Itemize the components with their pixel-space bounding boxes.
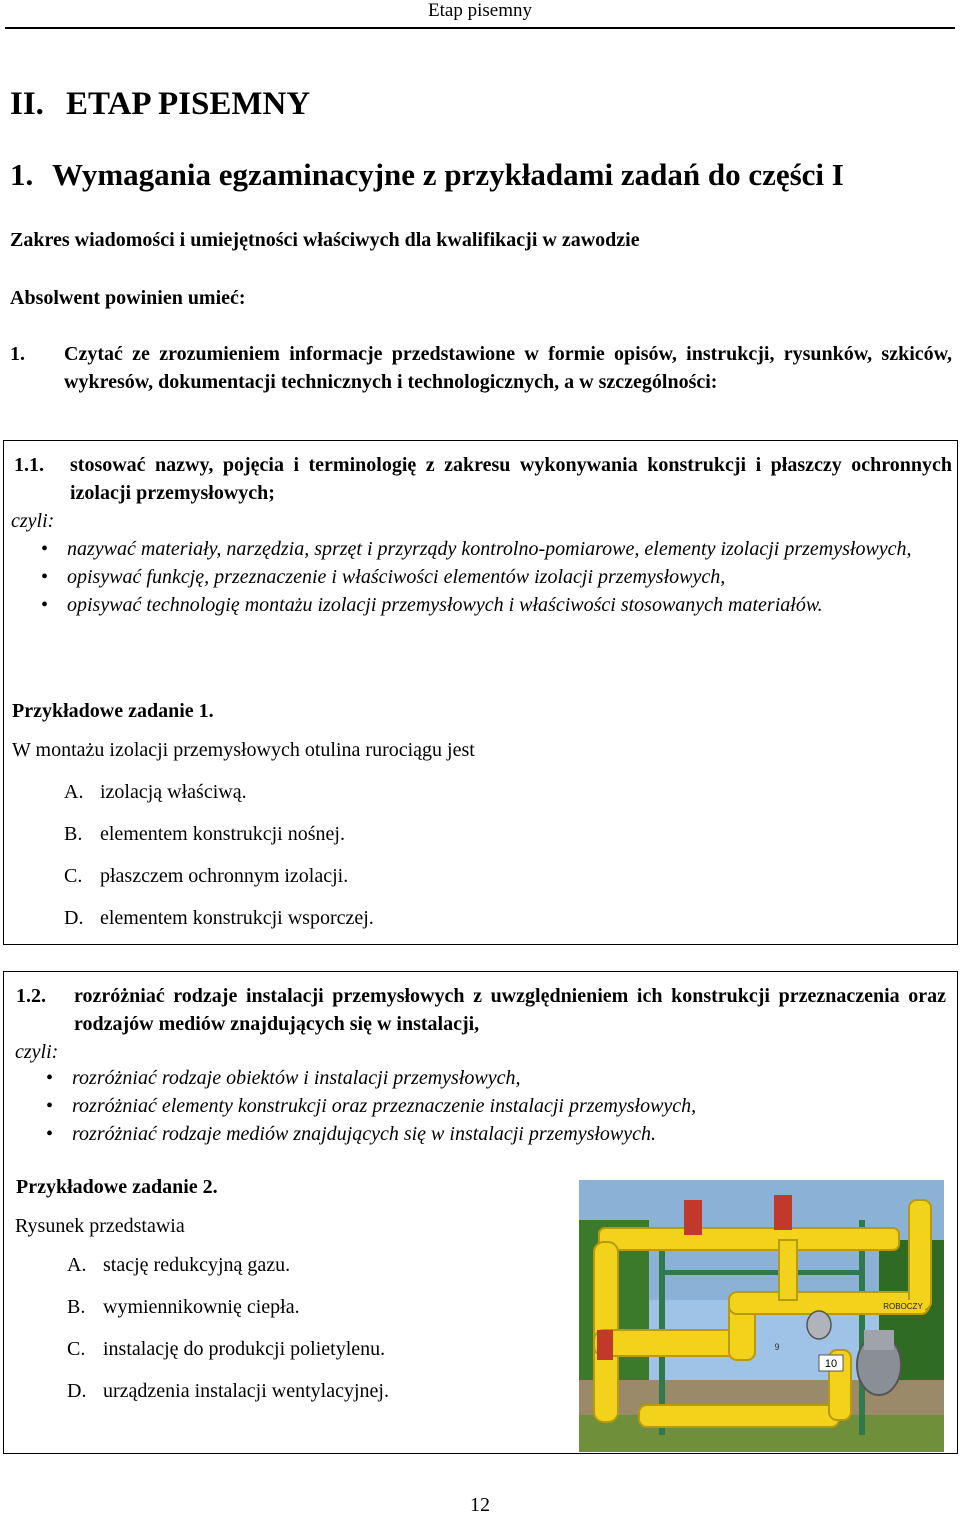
subsection-heading: [10, 155, 844, 195]
box1-heading: [14, 451, 952, 507]
task-1-title: Przykładowe zadanie 1.: [12, 700, 214, 722]
section-title: ETAP PISEMNY: [66, 86, 311, 122]
box2-czyli: czyli:: [15, 1041, 59, 1063]
option-d: D. elementem konstrukcji wsporczej.: [64, 907, 374, 929]
graduate-line: Absolwent powinien umieć:: [10, 287, 246, 309]
list-item: • opisywać technologię montażu izolacji przemysłowych i właściwości stosowanych materiałów.: [41, 594, 823, 616]
box1-number: 1.1.: [14, 454, 44, 476]
list-item: • opisywać funkcję, przeznaczenie i właściwości elementów izolacji przemysłowych,: [41, 566, 726, 588]
subsection-title: Wymagania egzaminacyjne z przykładami zadań do części I: [52, 157, 844, 192]
box2-number: 1.2.: [16, 985, 46, 1007]
photo-small-number: 9: [774, 1342, 780, 1352]
option-c: C. instalację do produkcji polietylenu.: [67, 1338, 386, 1360]
box1-bullet-list: [41, 535, 951, 619]
header-rule: [5, 27, 955, 29]
list-item: • rozróżniać rodzaje mediów znajdujących się w instalacji przemysłowych.: [46, 1123, 657, 1145]
task-2-title: Przykładowe zadanie 2.: [16, 1176, 218, 1198]
task-1-options: [64, 778, 374, 946]
scope-line: Zakres wiadomości i umiejętności właściwych dla kwalifikacji w zawodzie: [10, 229, 640, 251]
option-c: C. płaszczem ochronnym izolacji.: [64, 865, 349, 887]
requirement-box-1-2: [3, 971, 958, 1454]
box2-heading: [16, 982, 946, 1038]
section-heading: [10, 84, 310, 124]
gas-station-photo: [579, 1180, 944, 1452]
option-b: B. elementem konstrukcji nośnej.: [64, 823, 345, 845]
requirement-text: Czytać ze zrozumieniem informacje przedstawione w formie opisów, instrukcji, rysunków, szkiców, wykresów, dokumentacji technicznych i technologicznych, a w szczególności:: [64, 343, 952, 393]
box1-heading-text: stosować nazwy, pojęcia i terminologię z zakresu wykonywania konstrukcji i płaszczy ochronnych izolacji przemysłowych;: [70, 454, 952, 504]
option-d: D. urządzenia instalacji wentylacyjnej.: [67, 1380, 389, 1402]
list-item: • rozróżniać rodzaje obiektów i instalacji przemysłowych,: [46, 1067, 521, 1089]
box1-czyli: czyli:: [11, 510, 55, 532]
requirement-1: [10, 340, 952, 396]
list-item: • nazywać materiały, narzędzia, sprzęt i przyrządy kontrolno-pomiarowe, elementy izolacji przemysłowych,: [41, 538, 912, 560]
box2-heading-text: rozróżniać rodzaje instalacji przemysłowych z uwzględnieniem ich konstrukcji przeznaczenia oraz rodzajów mediów znajdujących się w instalacji,: [74, 985, 946, 1035]
option-b: B. wymiennikownię ciepła.: [67, 1296, 300, 1318]
list-item: • rozróżniać elementy konstrukcji oraz przeznaczenie instalacji przemysłowych,: [46, 1095, 697, 1117]
page-number: 12: [470, 1494, 490, 1516]
task-2-options: [67, 1251, 389, 1419]
option-a: A. izolacją właściwą.: [64, 781, 247, 803]
section-number: II.: [10, 86, 44, 122]
subsection-number: 1.: [10, 157, 34, 192]
running-header: Etap pisemny: [428, 0, 532, 21]
requirement-box-1-1: [3, 440, 958, 945]
photo-valve-number: 10: [824, 1358, 838, 1370]
task-1-question: W montażu izolacji przemysłowych otulina rurociągu jest: [12, 739, 475, 761]
requirement-number: 1.: [10, 343, 25, 365]
box2-bullet-list: [46, 1064, 946, 1148]
photo-device-label: ROBOCZY: [883, 1302, 923, 1311]
task-2-question: Rysunek przedstawia: [15, 1215, 185, 1237]
option-a: A. stację redukcyjną gazu.: [67, 1254, 291, 1276]
